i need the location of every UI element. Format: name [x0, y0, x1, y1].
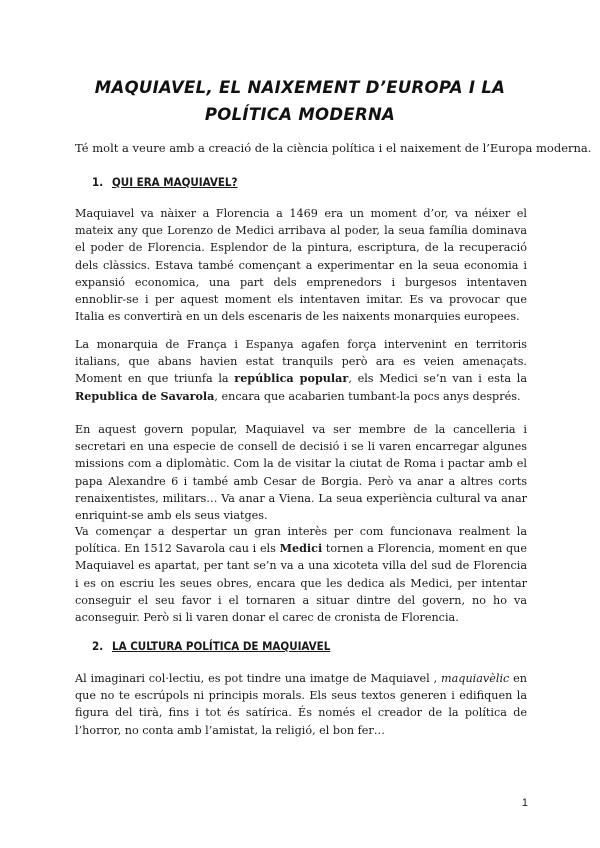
section-1-number: 1.: [92, 175, 104, 189]
title-line-2: POLÍTICA MODERNA: [204, 105, 396, 124]
section-1-paragraph-4: [75, 523, 527, 626]
title-line-1: MAQUIAVEL, EL NAIXEMENT D’EUROPA I LA: [94, 78, 506, 97]
intro-paragraph: Té molt a veure amb a creació de la ciència política i el naixement de l’Europa moderna.: [75, 141, 592, 155]
section-1-paragraph-3: En aquest govern popular, Maquiavel va ser membre de la cancelleria i secretari en una especie de consell de decisió i se li varen encarregar algunes missions com a diplomàtic. Com la de visitar la ciutat de Roma i pactar amb el papa Alexandre 6 i també amb Cesar de Borgia. Però va anar a altres corts renaixentistes, militars… Va anar a Viena. La seua experiència cultural va anar enriquint-se amb els seus viatges.: [75, 423, 527, 523]
document-title: [60, 74, 540, 128]
section-2-number: 2.: [92, 639, 104, 653]
section-1-paragraph-1: Maquiavel va nàixer a Florencia a 1469 era un moment d’or, va néixer el mateix any que Lorenzo de Medici arribava al poder, la seua família dominava el poder de Florencia. Esplendor de la pintura, escriptura, de la recuperació dels clàssics. Estava també començant a experimentar en la seua economia i expansió economica, una part dels emprenedors i burgesos intentaven ennoblir-se i per aquest moment els intentaven imitar. Es va provocar que Italia es convertirà en un dels escenaris de les naixents monarquies europees.: [75, 207, 527, 324]
p2-bold-republica-savarola: Republica de Savarola: [75, 388, 215, 403]
section-2-title: LA CULTURA POLÍTICA DE MAQUIAVEL: [112, 639, 331, 653]
s2p1-italic-maquiavelic: maquiavèlic: [441, 672, 510, 685]
p4-bold-medici: Medici: [279, 541, 323, 556]
p2-text-a: La monarquia de França i Espanya agafen força intervenint en territoris italians, que abans havien estat tranquils però ara es veien amenaçats. Moment en que triunfa la: [75, 338, 527, 386]
section-2-heading: [92, 638, 330, 654]
section-2-paragraph-1: [75, 670, 527, 739]
s2p1-text-a: Al imaginari col·lectiu, es pot tindre una imatge de Maquiavel ,: [75, 672, 442, 685]
section-1-title: QUI ERA MAQUIAVEL?: [112, 175, 238, 189]
p2-text-e: , encara que acabarien tumbant-la pocs anys després.: [214, 389, 521, 403]
s2p1-text-c: en que no te escrúpols ni principis morals. Els seus textos generen i edifiquen la figura del tirà, fins i tot és satírica. És només el creador de la política de l’horror, no conta amb l’amistat, la religió, el bon fer…: [75, 672, 527, 737]
section-1-heading: [92, 174, 238, 190]
p4-text-c: tornen a Florencia, moment en que Maquiavel es apartat, per tant se’n va a una xicoteta villa del sud de Florencia i es on escriu les seues obres, encara que les dedica als Medici, per intentar conseguir el seu favor i el tornaren a situar dintre del govern, no ho va aconseguir. Però si li varen donar el carec de cronista de Florencia.: [75, 542, 527, 625]
p4-text-a: Va començar a despertar un gran interès per com funcionava realment la política. En 1512 Savarola cau i els: [75, 525, 527, 556]
page-number: 1: [521, 797, 528, 809]
p2-text-c: , els Medici se’n van i esta la: [348, 372, 527, 386]
p2-bold-republica-popular: república popular: [234, 371, 349, 386]
section-1-paragraph-2: [75, 336, 527, 405]
